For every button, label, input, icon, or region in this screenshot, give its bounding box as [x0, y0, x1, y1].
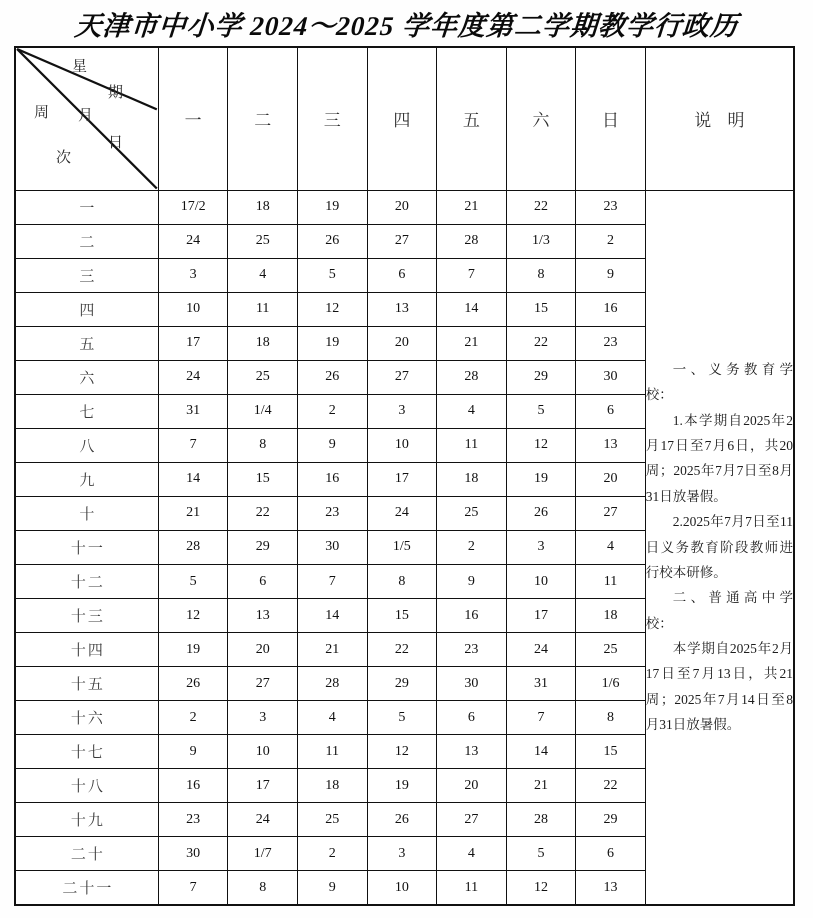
- date-cell: 21: [297, 633, 367, 667]
- week-number-cell: 九: [15, 462, 158, 496]
- date-cell: 11: [228, 292, 298, 326]
- date-cell: 15: [367, 599, 437, 633]
- date-cell: 4: [297, 701, 367, 735]
- week-number-cell: 十六: [15, 701, 158, 735]
- date-cell: 8: [367, 565, 437, 599]
- date-cell: 9: [297, 428, 367, 462]
- date-cell: 17: [158, 326, 228, 360]
- date-cell: 5: [297, 258, 367, 292]
- date-cell: 19: [506, 462, 576, 496]
- corner-label-week-2: 次: [56, 150, 72, 166]
- date-cell: 19: [158, 633, 228, 667]
- date-cell: 28: [437, 224, 507, 258]
- date-cell: 18: [228, 326, 298, 360]
- date-cell: 27: [367, 224, 437, 258]
- date-cell: 26: [297, 224, 367, 258]
- week-number-cell: 十七: [15, 735, 158, 769]
- corner-label-week-1: 周: [34, 105, 50, 121]
- week-number-cell: 七: [15, 394, 158, 428]
- date-cell: 29: [228, 530, 298, 564]
- date-cell: 18: [437, 462, 507, 496]
- column-header-sunday: 日: [576, 47, 646, 190]
- date-cell: 3: [367, 394, 437, 428]
- date-cell: 1/3: [506, 224, 576, 258]
- week-number-cell: 四: [15, 292, 158, 326]
- corner-label-day: 日: [108, 135, 124, 151]
- table-header: [15, 47, 794, 190]
- week-number-cell: 十八: [15, 769, 158, 803]
- note-paragraph: 二、普通高中学校：: [645, 590, 793, 631]
- date-cell: 14: [158, 462, 228, 496]
- week-number-cell: 十二: [15, 565, 158, 599]
- date-cell: 8: [576, 701, 646, 735]
- week-number-cell: 十五: [15, 667, 158, 701]
- week-number-cell: 十三: [15, 599, 158, 633]
- corner-header-cell: [15, 47, 158, 190]
- date-cell: 1/4: [228, 394, 298, 428]
- date-cell: 20: [367, 326, 437, 360]
- week-number-cell: 十: [15, 496, 158, 530]
- date-cell: 24: [228, 803, 298, 837]
- date-cell: 7: [437, 258, 507, 292]
- date-cell: 1/7: [228, 837, 298, 871]
- date-cell: 3: [367, 837, 437, 871]
- date-cell: 30: [297, 530, 367, 564]
- date-cell: 18: [297, 769, 367, 803]
- date-cell: 13: [228, 599, 298, 633]
- date-cell: 6: [367, 258, 437, 292]
- date-cell: 23: [297, 496, 367, 530]
- calendar-table-wrapper: [14, 46, 795, 906]
- date-cell: 21: [437, 326, 507, 360]
- date-cell: 22: [367, 633, 437, 667]
- week-number-cell: 一: [15, 190, 158, 224]
- date-cell: 22: [576, 769, 646, 803]
- date-cell: 14: [297, 599, 367, 633]
- date-cell: 27: [367, 360, 437, 394]
- date-cell: 27: [576, 496, 646, 530]
- week-number-cell: 十九: [15, 803, 158, 837]
- date-cell: 8: [228, 871, 298, 905]
- week-number-cell: 八: [15, 428, 158, 462]
- date-cell: 23: [158, 803, 228, 837]
- date-cell: 16: [297, 462, 367, 496]
- date-cell: 5: [506, 394, 576, 428]
- academic-calendar-table: [14, 46, 795, 906]
- date-cell: 3: [228, 701, 298, 735]
- column-header-friday: 五: [437, 47, 507, 190]
- date-cell: 5: [367, 701, 437, 735]
- date-cell: 6: [576, 837, 646, 871]
- date-cell: 29: [367, 667, 437, 701]
- date-cell: 6: [576, 394, 646, 428]
- date-cell: 16: [158, 769, 228, 803]
- date-cell: 24: [158, 224, 228, 258]
- date-cell: 18: [576, 599, 646, 633]
- date-cell: 17/2: [158, 190, 228, 224]
- date-cell: 28: [506, 803, 576, 837]
- date-cell: 14: [437, 292, 507, 326]
- date-cell: 25: [228, 360, 298, 394]
- date-cell: 9: [576, 258, 646, 292]
- table-row: [15, 190, 794, 224]
- date-cell: 2: [437, 530, 507, 564]
- date-cell: 21: [158, 496, 228, 530]
- date-cell: 7: [158, 428, 228, 462]
- date-cell: 12: [158, 599, 228, 633]
- date-cell: 12: [297, 292, 367, 326]
- date-cell: 7: [297, 565, 367, 599]
- corner-label-weekday-1: 星: [72, 59, 88, 75]
- column-header-thursday: 四: [367, 47, 437, 190]
- date-cell: 12: [367, 735, 437, 769]
- date-cell: 10: [367, 871, 437, 905]
- date-cell: 28: [158, 530, 228, 564]
- date-cell: 13: [367, 292, 437, 326]
- date-cell: 22: [506, 326, 576, 360]
- date-cell: 26: [506, 496, 576, 530]
- date-cell: 23: [576, 190, 646, 224]
- date-cell: 2: [297, 394, 367, 428]
- date-cell: 25: [437, 496, 507, 530]
- date-cell: 17: [367, 462, 437, 496]
- page-title: 天津市中小学 2024～2025 学年度第二学期教学行政历: [73, 11, 740, 41]
- date-cell: 14: [506, 735, 576, 769]
- date-cell: 23: [437, 633, 507, 667]
- column-header-monday: 一: [158, 47, 228, 190]
- date-cell: 12: [506, 428, 576, 462]
- date-cell: 21: [506, 769, 576, 803]
- date-cell: 20: [228, 633, 298, 667]
- date-cell: 16: [437, 599, 507, 633]
- week-number-cell: 五: [15, 326, 158, 360]
- date-cell: 10: [506, 565, 576, 599]
- date-cell: 5: [158, 565, 228, 599]
- date-cell: 11: [437, 428, 507, 462]
- week-number-cell: 六: [15, 360, 158, 394]
- date-cell: 17: [228, 769, 298, 803]
- week-number-cell: 三: [15, 258, 158, 292]
- date-cell: 13: [576, 871, 646, 905]
- date-cell: 30: [576, 360, 646, 394]
- date-cell: 24: [506, 633, 576, 667]
- date-cell: 27: [437, 803, 507, 837]
- table-body: [15, 190, 794, 905]
- date-cell: 31: [158, 394, 228, 428]
- date-cell: 4: [228, 258, 298, 292]
- date-cell: 4: [437, 837, 507, 871]
- date-cell: 24: [367, 496, 437, 530]
- date-cell: 11: [437, 871, 507, 905]
- date-cell: 12: [506, 871, 576, 905]
- date-cell: 25: [228, 224, 298, 258]
- note-paragraph: 2.2025年7月7日至11日义务教育阶段教师进行校本研修。: [645, 514, 793, 580]
- date-cell: 6: [228, 565, 298, 599]
- date-cell: 20: [367, 190, 437, 224]
- date-cell: 13: [437, 735, 507, 769]
- date-cell: 19: [297, 190, 367, 224]
- date-cell: 21: [437, 190, 507, 224]
- date-cell: 30: [158, 837, 228, 871]
- notes-cell: [645, 190, 794, 905]
- date-cell: 28: [437, 360, 507, 394]
- date-cell: 1/6: [576, 667, 646, 701]
- note-paragraph: 本学期自2025年2月17日至7月13日，共21周；2025年7月14日至8月31日放暑假。: [645, 641, 793, 733]
- date-cell: 22: [506, 190, 576, 224]
- date-cell: 17: [506, 599, 576, 633]
- date-cell: 9: [437, 565, 507, 599]
- date-cell: 19: [297, 326, 367, 360]
- date-cell: 11: [297, 735, 367, 769]
- date-cell: 15: [506, 292, 576, 326]
- date-cell: 10: [367, 428, 437, 462]
- week-number-cell: 二十: [15, 837, 158, 871]
- date-cell: 2: [576, 224, 646, 258]
- date-cell: 26: [158, 667, 228, 701]
- date-cell: 9: [158, 735, 228, 769]
- date-cell: 29: [576, 803, 646, 837]
- date-cell: 3: [158, 258, 228, 292]
- date-cell: 29: [506, 360, 576, 394]
- date-cell: 16: [576, 292, 646, 326]
- date-cell: 18: [228, 190, 298, 224]
- date-cell: 26: [367, 803, 437, 837]
- date-cell: 1/5: [367, 530, 437, 564]
- date-cell: 7: [158, 871, 228, 905]
- date-cell: 24: [158, 360, 228, 394]
- date-cell: 13: [576, 428, 646, 462]
- date-cell: 22: [228, 496, 298, 530]
- date-cell: 28: [297, 667, 367, 701]
- date-cell: 10: [228, 735, 298, 769]
- date-cell: 15: [576, 735, 646, 769]
- date-cell: 2: [297, 837, 367, 871]
- date-cell: 30: [437, 667, 507, 701]
- date-cell: 25: [297, 803, 367, 837]
- note-paragraph: 一、义务教育学校：: [645, 361, 793, 403]
- date-cell: 26: [297, 360, 367, 394]
- notes-content: [646, 357, 793, 738]
- corner-label-month: 月: [78, 108, 94, 124]
- date-cell: 5: [506, 837, 576, 871]
- date-cell: 3: [506, 530, 576, 564]
- date-cell: 10: [158, 292, 228, 326]
- column-header-notes: 说 明: [645, 47, 794, 190]
- corner-label-weekday-2: 期: [108, 85, 124, 101]
- date-cell: 19: [367, 769, 437, 803]
- date-cell: 8: [228, 428, 298, 462]
- date-cell: 25: [576, 633, 646, 667]
- date-cell: 7: [506, 701, 576, 735]
- date-cell: 20: [576, 462, 646, 496]
- column-header-saturday: 六: [506, 47, 576, 190]
- date-cell: 4: [576, 530, 646, 564]
- date-cell: 9: [297, 871, 367, 905]
- date-cell: 2: [158, 701, 228, 735]
- date-cell: 6: [437, 701, 507, 735]
- date-cell: 27: [228, 667, 298, 701]
- week-number-cell: 十四: [15, 633, 158, 667]
- column-header-tuesday: 二: [228, 47, 298, 190]
- date-cell: 11: [576, 565, 646, 599]
- week-number-cell: 二十一: [15, 871, 158, 905]
- date-cell: 8: [506, 258, 576, 292]
- date-cell: 20: [437, 769, 507, 803]
- header-row: [15, 47, 794, 190]
- note-paragraph: 1.本学期自2025年2月17日至7月6日，共20周；2025年7月7日至8月31日放暑假。: [645, 412, 793, 504]
- date-cell: 23: [576, 326, 646, 360]
- date-cell: 15: [228, 462, 298, 496]
- column-header-wednesday: 三: [297, 47, 367, 190]
- date-cell: 4: [437, 394, 507, 428]
- week-number-cell: 十一: [15, 530, 158, 564]
- week-number-cell: 二: [15, 224, 158, 258]
- date-cell: 31: [506, 667, 576, 701]
